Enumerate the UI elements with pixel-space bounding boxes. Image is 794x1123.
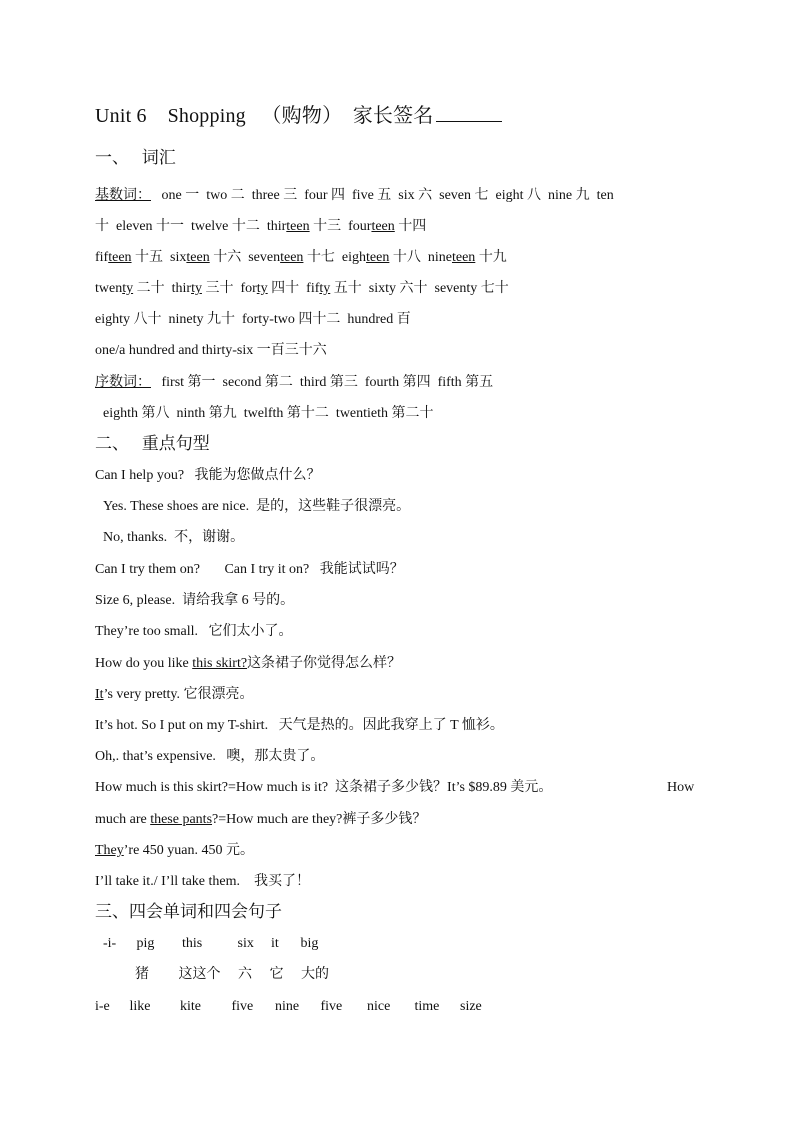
sentence-11-continued: How bbox=[667, 780, 695, 795]
phonics-word: this bbox=[182, 936, 203, 951]
suffix-underlined: teen bbox=[108, 250, 132, 265]
phonics-row-meanings bbox=[135, 965, 341, 985]
suffix-underlined: ty bbox=[256, 281, 268, 296]
underlined-phrase: this skirt? bbox=[192, 656, 248, 671]
text-run: How do you like bbox=[95, 656, 193, 671]
phonics-pattern: i-e bbox=[95, 999, 110, 1014]
phonics-word: nine bbox=[275, 999, 300, 1014]
phonics-row-short-i bbox=[103, 934, 331, 954]
phonics-meaning: 大的 bbox=[301, 967, 329, 982]
sentence-14: I’ll take it./ I’ll take them. 我买了！ bbox=[95, 874, 311, 889]
signature-blank bbox=[436, 105, 502, 122]
section-label: 重点句型 bbox=[141, 434, 210, 453]
phonics-word: big bbox=[300, 936, 319, 951]
underlined-phrase: It bbox=[95, 687, 104, 702]
phonics-word: five bbox=[231, 999, 254, 1014]
sentence-9: It’s hot. So I put on my T-shirt. 天气是热的。因此我穿上了 T 恤衫。 bbox=[95, 718, 504, 733]
phonics-meaning: 猪 bbox=[135, 967, 149, 982]
text-run: 十七 eigh bbox=[303, 250, 367, 265]
text-run: 十四 bbox=[394, 219, 427, 234]
sentence-11: How much is this skirt?=How much is it? 这条裙子多少钱？It’s $89.89 美元。 bbox=[95, 780, 553, 795]
suffix-underlined: teen bbox=[280, 250, 304, 265]
underlined-phrase: They bbox=[95, 843, 124, 858]
phonics-meaning: 六 bbox=[238, 967, 252, 982]
section-number: 一、 bbox=[95, 148, 129, 167]
section-number: 二、 bbox=[95, 434, 129, 453]
text-run: 十 eleven 十一 twelve 十二 thir bbox=[95, 219, 287, 234]
text-run: ’s very pretty. 它很漂亮。 bbox=[103, 687, 254, 702]
ordinal-text: first 第一 second 第二 third 第三 fourth 第四 fifth 第五 bbox=[161, 375, 494, 390]
unit-label: Unit 6 bbox=[95, 105, 147, 127]
text-run: 二十 thir bbox=[133, 281, 192, 296]
text-run: 这条裙子你觉得怎么样？ bbox=[247, 656, 402, 671]
text-run: 十八 nine bbox=[389, 250, 452, 265]
topic-cn-label: （购物） bbox=[261, 105, 343, 127]
phonics-meaning: 这这个 bbox=[178, 967, 221, 982]
text-run: 五十 sixty 六十 seventy 七十 bbox=[330, 281, 509, 296]
phonics-word: it bbox=[271, 936, 279, 951]
cardinal-line-5: eighty 八十 ninety 九十 forty-two 四十二 hundred 百 bbox=[95, 312, 411, 327]
cardinal-line-6: one/a hundred and thirty-six 一百三十六 bbox=[95, 343, 327, 358]
phonics-pattern: -i- bbox=[103, 936, 117, 951]
section-heading-four-skills: 三、四会单词和四会句子 bbox=[95, 902, 282, 921]
cardinal-line-2 bbox=[95, 217, 426, 237]
cardinal-line-3 bbox=[95, 248, 507, 268]
page-title bbox=[95, 105, 502, 126]
sentence-1: Can I help you? 我能为您做点什么？ bbox=[95, 468, 321, 483]
topic-label: Shopping bbox=[167, 105, 246, 127]
section-heading-vocab bbox=[95, 148, 176, 168]
suffix-underlined: teen bbox=[286, 219, 310, 234]
sentence-6: They’re too small. 它们太小了。 bbox=[95, 624, 293, 639]
section-heading-sentences bbox=[95, 434, 210, 454]
cardinal-label: 基数词： bbox=[95, 188, 151, 203]
suffix-underlined: ty bbox=[122, 281, 134, 296]
suffix-underlined: teen bbox=[451, 250, 476, 265]
sentence-5: Size 6, please. 请给我拿 6 号的。 bbox=[95, 593, 295, 608]
cardinal-line-4 bbox=[95, 279, 509, 299]
phonics-row-i-e bbox=[95, 997, 496, 1017]
sentence-3: No, thanks. 不，谢谢。 bbox=[103, 530, 245, 545]
ordinal-line-1 bbox=[95, 373, 493, 393]
phonics-word: like bbox=[129, 999, 151, 1014]
sentence-8 bbox=[95, 685, 254, 705]
phonics-word: five bbox=[320, 999, 343, 1014]
sentence-7 bbox=[95, 654, 401, 674]
text-run: much are bbox=[95, 812, 151, 827]
text-run: 十三 four bbox=[309, 219, 372, 234]
sentence-12 bbox=[95, 810, 426, 830]
suffix-underlined: ty bbox=[319, 281, 331, 296]
cardinal-line-1 bbox=[95, 186, 614, 206]
phonics-word: nice bbox=[367, 999, 391, 1014]
sentence-13 bbox=[95, 841, 254, 861]
suffix-underlined: teen bbox=[371, 219, 395, 234]
text-run: 十六 seven bbox=[209, 250, 281, 265]
phonics-word: time bbox=[414, 999, 440, 1014]
text-run: 十九 bbox=[475, 250, 507, 265]
sentence-10: Oh,. that’s expensive. 噢，那太贵了。 bbox=[95, 749, 325, 764]
cardinal-text: one 一 two 二 three 三 four 四 five 五 six 六 seven 七 eight 八 nine 九 ten bbox=[161, 188, 614, 203]
text-run: 三十 for bbox=[201, 281, 257, 296]
suffix-underlined: teen bbox=[366, 250, 390, 265]
sentence-2: Yes. These shoes are nice. 是的，这些鞋子很漂亮。 bbox=[103, 499, 411, 514]
text-run: fif bbox=[95, 250, 109, 265]
underlined-phrase: these pants bbox=[150, 812, 213, 827]
text-run: ?=How much are they?裤子多少钱？ bbox=[212, 812, 427, 827]
text-run: ’re 450 yuan. 450 元。 bbox=[123, 843, 255, 858]
phonics-word: six bbox=[237, 936, 254, 951]
parent-sign-label: 家长签名 bbox=[352, 105, 434, 127]
phonics-word: pig bbox=[136, 936, 155, 951]
section-label: 词汇 bbox=[141, 148, 176, 167]
text-run: 十五 six bbox=[131, 250, 187, 265]
ordinal-label: 序数词： bbox=[95, 375, 151, 390]
suffix-underlined: ty bbox=[191, 281, 202, 296]
suffix-underlined: teen bbox=[186, 250, 210, 265]
text-run: 四十 fif bbox=[267, 281, 320, 296]
phonics-word: size bbox=[460, 999, 482, 1014]
phonics-meaning: 它 bbox=[269, 967, 284, 982]
phonics-word: kite bbox=[180, 999, 201, 1014]
ordinal-line-2: eighth 第八 ninth 第九 twelfth 第十二 twentieth 第二十 bbox=[103, 406, 434, 421]
text-run: twen bbox=[95, 281, 123, 296]
sentence-4: Can I try them on? Can I try it on? 我能试试吗？ bbox=[95, 562, 404, 577]
